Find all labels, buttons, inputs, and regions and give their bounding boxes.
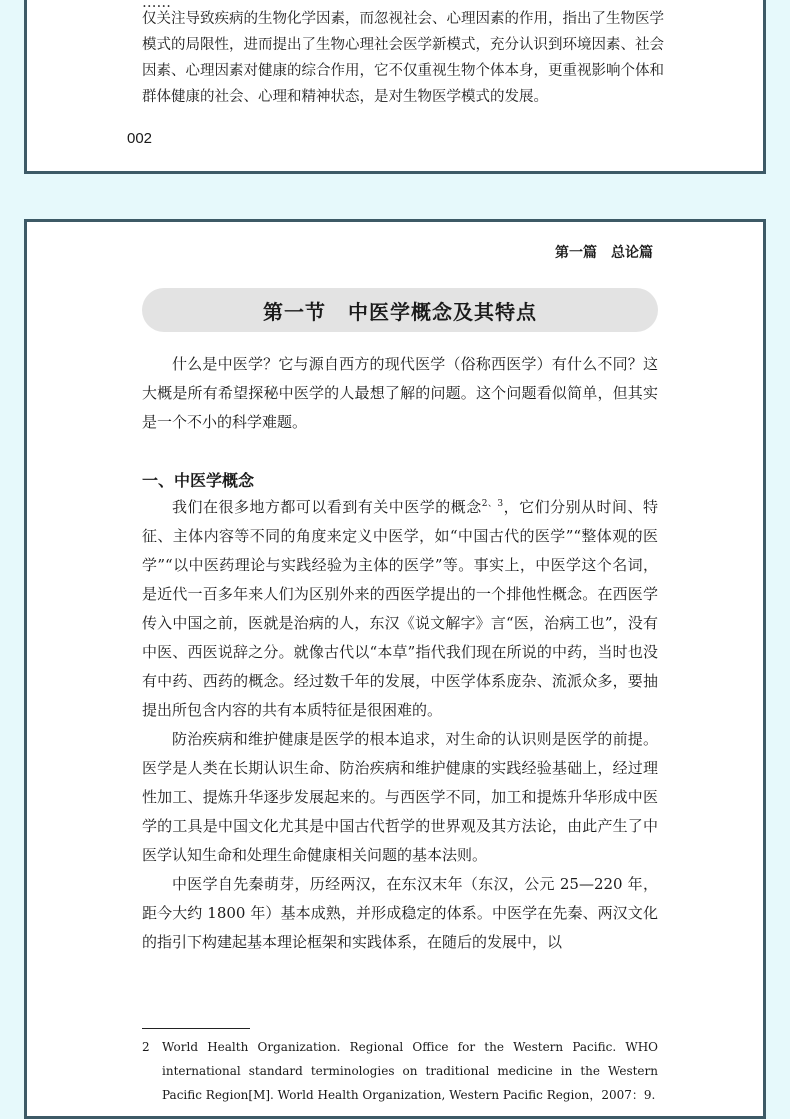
intro-paragraph (142, 350, 658, 437)
citation-superscript: 2、3 (481, 499, 504, 509)
paragraph-1-text-b: ，它们分别从时间、特征、主体内容等不同的角度来定义中医学，如“中国古代的医学”“整体观的医学”“以中医药理论与实践经验为主体的医学”等。事实上，中医学这个名词，是近代一百多年来人们为区别外来的西医学提出的一个排他性概念。在西医学传入中国之前，医就是治病的人，东汉《说文解字》言“医，治病工也”，没有中医、西医说辞之分。就像古代以“本草”指代我们现在所说的中药，当时也没有中药、西药的概念。经过数千年的发展，中医学体系庞杂、流派众多，要抽提出所包含内容的共有本质特征是很困难的。 (142, 498, 658, 719)
footnote-text: World Health Organization. Regional Office for the Western Pacific. WHO international standard terminologies on traditional medicine in the Western Pacific Region[M]. World Health Organization, Western Pacific Region，2007：9. (162, 1040, 658, 1102)
section-title: 中医学概念及其特点 (348, 299, 537, 324)
body-paragraphs (142, 493, 658, 957)
previous-page (24, 0, 766, 174)
subheading: 一、中医学概念 (142, 471, 255, 490)
running-head: 第一篇 总论篇 (555, 245, 653, 261)
text-line: 因素、心理因素对健康的综合作用，它不仅重视生物个体本身，更重视影响个体和 (142, 63, 664, 79)
footnote-divider (142, 1028, 250, 1029)
section-number: 第一节 (263, 299, 326, 324)
current-page (24, 219, 766, 1119)
partial-text-line: …… (142, 0, 171, 11)
paragraph-3: 中医学自先秦萌芽，历经两汉，在东汉末年（东汉，公元 25—220 年，距今大约 1800 年）基本成熟，并形成稳定的体系。中医学在先秦、两汉文化的指引下构建起基本理论框架和实践体系，在随后的发展中，以 (142, 875, 658, 951)
text-line: 群体健康的社会、心理和精神状态，是对生物医学模式的发展。 (142, 89, 548, 105)
paragraph-1 (142, 493, 658, 725)
paragraph-1-text-a: 我们在很多地方都可以看到有关中医学的概念 (172, 498, 482, 516)
footnote (142, 1035, 658, 1107)
page-number: 002 (127, 130, 153, 147)
section-title-banner (142, 288, 658, 332)
text-line: 模式的局限性，进而提出了生物心理社会医学新模式，充分认识到环境因素、社会 (142, 37, 664, 53)
intro-text: 什么是中医学？它与源自西方的现代医学（俗称西医学）有什么不同？这大概是所有希望探秘中医学的人最想了解的问题。这个问题看似简单，但其实是一个不小的科学难题。 (142, 355, 658, 431)
paragraph-2: 防治疾病和维护健康是医学的根本追求，对生命的认识则是医学的前提。医学是人类在长期认识生命、防治疾病和维护健康的实践经验基础上，经过理性加工、提炼升华逐步发展起来的。与西医学不同，加工和提炼升华形成中医学的工具是中国文化尤其是中国古代哲学的世界观及其方法论，由此产生了中医学认知生命和处理生命健康相关问题的基本法则。 (142, 730, 658, 864)
footnote-number: 2 (142, 1040, 150, 1054)
text-line: 仅关注导致疾病的生物化学因素，而忽视社会、心理因素的作用，指出了生物医学 (142, 11, 664, 27)
